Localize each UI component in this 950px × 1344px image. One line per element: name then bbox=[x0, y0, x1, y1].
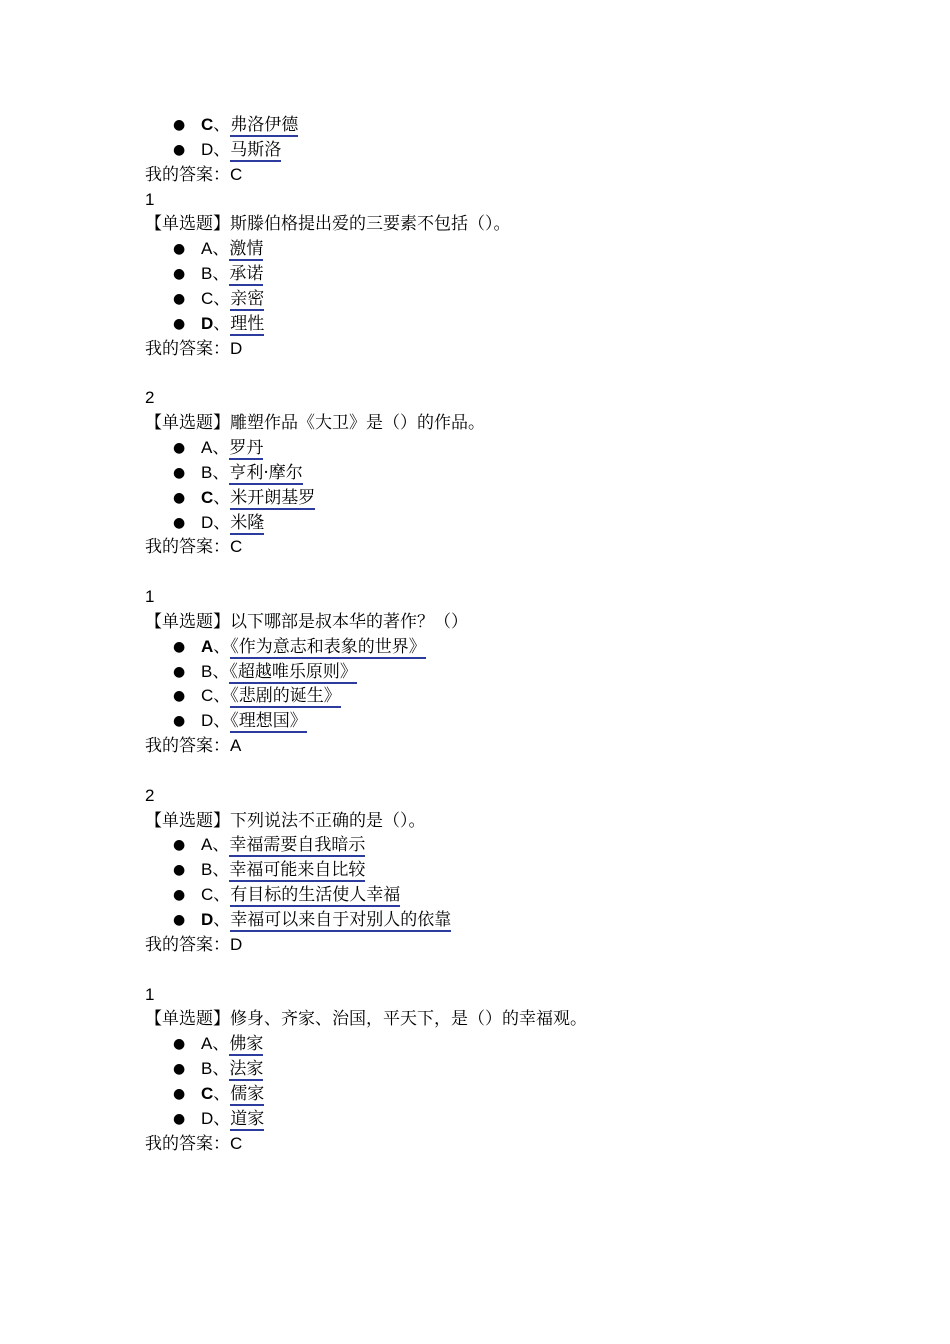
question-text: 【单选题】修身、齐家、治国，平天下，是（）的幸福观。 bbox=[145, 1009, 587, 1030]
option-letter: A bbox=[201, 835, 213, 855]
question-block bbox=[145, 188, 905, 387]
answer-option[interactable] bbox=[145, 511, 905, 536]
answer-option[interactable] bbox=[145, 635, 905, 660]
option-text[interactable]: 有目标的生活使人幸福 bbox=[230, 885, 401, 906]
answer-option[interactable] bbox=[145, 1057, 905, 1082]
answer-option[interactable] bbox=[145, 908, 905, 933]
option-text[interactable]: 承诺 bbox=[229, 264, 264, 285]
option-letter: C bbox=[201, 115, 214, 134]
option-letter: C bbox=[201, 686, 214, 706]
option-letter: D bbox=[201, 711, 214, 731]
blank-line bbox=[145, 361, 905, 386]
my-answer-label: 我的答案： bbox=[145, 164, 230, 185]
option-text[interactable]: 《作为意志和表象的世界》 bbox=[230, 636, 426, 657]
option-separator: 、 bbox=[213, 115, 231, 135]
blank-line bbox=[145, 958, 905, 983]
option-letter: C bbox=[201, 885, 214, 905]
option-separator: 、 bbox=[212, 239, 230, 260]
question-block bbox=[145, 585, 905, 784]
my-answer bbox=[145, 163, 905, 188]
bullet-icon: ● bbox=[173, 663, 186, 680]
option-text[interactable]: 法家 bbox=[229, 1059, 264, 1080]
answer-option[interactable] bbox=[145, 833, 905, 858]
my-answer-label: 我的答案： bbox=[145, 934, 230, 955]
bullet-icon: ● bbox=[173, 464, 186, 481]
option-text[interactable]: 罗丹 bbox=[229, 437, 264, 458]
option-letter: A bbox=[201, 239, 213, 259]
option-letter: D bbox=[201, 139, 214, 159]
option-separator: 、 bbox=[213, 288, 231, 309]
quiz-content bbox=[145, 113, 905, 1156]
answer-option[interactable] bbox=[145, 486, 905, 511]
bullet-icon: ● bbox=[173, 489, 186, 506]
blank-line bbox=[145, 759, 905, 784]
option-separator: 、 bbox=[213, 1108, 231, 1129]
my-answer-label: 我的答案： bbox=[145, 1133, 230, 1154]
bullet-icon: ● bbox=[173, 912, 186, 928]
option-separator: 、 bbox=[213, 512, 231, 533]
question-text: 【单选题】以下哪部是叔本华的著作？（） bbox=[145, 611, 468, 632]
option-separator: 、 bbox=[213, 487, 231, 508]
bullet-icon: ● bbox=[173, 514, 186, 531]
option-text[interactable]: 激情 bbox=[229, 239, 264, 260]
answer-option[interactable] bbox=[145, 858, 905, 883]
answer-option[interactable] bbox=[145, 709, 905, 734]
option-separator: 、 bbox=[212, 860, 230, 881]
bullet-icon: ● bbox=[173, 1110, 186, 1127]
answer-option[interactable] bbox=[145, 660, 905, 685]
bullet-icon: ● bbox=[173, 638, 186, 655]
my-answer bbox=[145, 535, 905, 560]
answer-option[interactable] bbox=[145, 684, 905, 709]
question-number: 1 bbox=[145, 587, 155, 607]
question-number: 2 bbox=[145, 388, 155, 408]
option-letter: B bbox=[201, 1059, 213, 1079]
bullet-icon: ● bbox=[173, 837, 186, 854]
option-separator: 、 bbox=[212, 264, 230, 285]
my-answer-value: C bbox=[230, 537, 243, 557]
option-text[interactable]: 《理想国》 bbox=[230, 711, 307, 732]
option-text[interactable]: 亲密 bbox=[230, 288, 265, 309]
option-separator: 、 bbox=[212, 835, 230, 856]
option-separator: 、 bbox=[213, 313, 231, 334]
my-answer-value: C bbox=[230, 164, 243, 184]
option-text[interactable]: 马斯洛 bbox=[230, 139, 282, 160]
my-answer bbox=[145, 933, 905, 958]
question-number: 1 bbox=[145, 189, 155, 209]
option-letter: A bbox=[201, 636, 214, 656]
option-letter: D bbox=[201, 910, 214, 929]
bullet-icon: ● bbox=[173, 315, 186, 332]
option-separator: 、 bbox=[212, 462, 230, 483]
option-text[interactable]: 弗洛伊德 bbox=[230, 115, 299, 135]
answer-option[interactable] bbox=[145, 883, 905, 908]
my-answer-value: D bbox=[230, 338, 243, 358]
option-letter: C bbox=[201, 487, 214, 507]
option-letter: C bbox=[201, 288, 214, 308]
question-text: 【单选题】下列说法不正确的是（）。 bbox=[145, 810, 426, 831]
option-text[interactable]: 幸福可以来自于对别人的依靠 bbox=[230, 910, 452, 930]
bullet-icon: ● bbox=[173, 141, 186, 158]
option-separator: 、 bbox=[213, 636, 231, 657]
question-block bbox=[145, 386, 905, 585]
answer-option[interactable] bbox=[145, 1082, 905, 1107]
bullet-icon: ● bbox=[173, 1085, 186, 1102]
option-text[interactable]: 米隆 bbox=[230, 512, 265, 533]
option-text[interactable]: 幸福需要自我暗示 bbox=[229, 835, 366, 856]
my-answer-value: D bbox=[230, 934, 243, 954]
bullet-icon: ● bbox=[173, 241, 186, 258]
bullet-icon: ● bbox=[173, 117, 186, 133]
option-text[interactable]: 幸福可能来自比较 bbox=[229, 860, 366, 881]
option-letter: A bbox=[201, 437, 213, 457]
option-letter: D bbox=[201, 1108, 214, 1128]
option-text[interactable]: 理性 bbox=[230, 313, 265, 334]
option-separator: 、 bbox=[212, 437, 230, 458]
question-text: 【单选题】斯滕伯格提出爱的三要素不包括（）。 bbox=[145, 214, 511, 235]
bullet-icon: ● bbox=[173, 862, 186, 879]
option-text[interactable]: 《悲剧的诞生》 bbox=[230, 686, 341, 707]
bullet-icon: ● bbox=[173, 1036, 186, 1053]
option-text[interactable]: 道家 bbox=[230, 1108, 265, 1129]
answer-option[interactable] bbox=[145, 312, 905, 337]
answer-option[interactable] bbox=[145, 237, 905, 262]
option-text[interactable]: 米开朗基罗 bbox=[230, 487, 316, 508]
option-separator: 、 bbox=[213, 910, 231, 930]
option-text[interactable]: 亨利·摩尔 bbox=[229, 462, 303, 483]
option-separator: 、 bbox=[212, 661, 230, 682]
my-answer bbox=[145, 337, 905, 362]
my-answer bbox=[145, 1132, 905, 1157]
option-separator: 、 bbox=[212, 1059, 230, 1080]
my-answer-value: C bbox=[230, 1133, 243, 1153]
option-separator: 、 bbox=[212, 1034, 230, 1055]
option-text[interactable]: 《超越唯乐原则》 bbox=[229, 661, 357, 682]
option-letter: B bbox=[201, 462, 213, 482]
answer-option[interactable] bbox=[145, 1032, 905, 1057]
bullet-icon: ● bbox=[173, 887, 186, 904]
option-letter: B bbox=[201, 661, 213, 681]
option-letter: B bbox=[201, 264, 213, 284]
question-block bbox=[145, 113, 905, 188]
answer-option[interactable] bbox=[145, 1107, 905, 1132]
option-separator: 、 bbox=[213, 686, 231, 707]
option-letter: C bbox=[201, 1083, 214, 1103]
answer-option[interactable] bbox=[145, 436, 905, 461]
bullet-icon: ● bbox=[173, 1061, 186, 1078]
answer-option[interactable] bbox=[145, 262, 905, 287]
option-text[interactable]: 儒家 bbox=[230, 1083, 265, 1104]
bullet-icon: ● bbox=[173, 713, 186, 730]
my-answer-value: A bbox=[230, 736, 242, 756]
my-answer-label: 我的答案： bbox=[145, 537, 230, 558]
answer-option[interactable] bbox=[145, 138, 905, 163]
question-block bbox=[145, 784, 905, 983]
my-answer bbox=[145, 734, 905, 759]
option-separator: 、 bbox=[213, 711, 231, 732]
option-letter: D bbox=[201, 512, 214, 532]
blank-line bbox=[145, 560, 905, 585]
answer-option[interactable] bbox=[145, 113, 905, 138]
bullet-icon: ● bbox=[173, 266, 186, 283]
bullet-icon: ● bbox=[173, 439, 186, 456]
my-answer-label: 我的答案： bbox=[145, 338, 230, 359]
option-text[interactable]: 佛家 bbox=[229, 1034, 264, 1055]
option-separator: 、 bbox=[213, 1083, 231, 1104]
question-number: 1 bbox=[145, 984, 155, 1004]
my-answer-label: 我的答案： bbox=[145, 736, 230, 757]
option-separator: 、 bbox=[213, 885, 231, 906]
question-text: 【单选题】雕塑作品《大卫》是（）的作品。 bbox=[145, 413, 485, 434]
option-letter: A bbox=[201, 1034, 213, 1054]
answer-option[interactable] bbox=[145, 287, 905, 312]
bullet-icon: ● bbox=[173, 290, 186, 307]
question-number: 2 bbox=[145, 785, 155, 805]
question-block bbox=[145, 983, 905, 1157]
option-separator: 、 bbox=[213, 139, 231, 160]
option-letter: B bbox=[201, 860, 213, 880]
option-letter: D bbox=[201, 313, 214, 333]
bullet-icon: ● bbox=[173, 688, 186, 705]
answer-option[interactable] bbox=[145, 461, 905, 486]
